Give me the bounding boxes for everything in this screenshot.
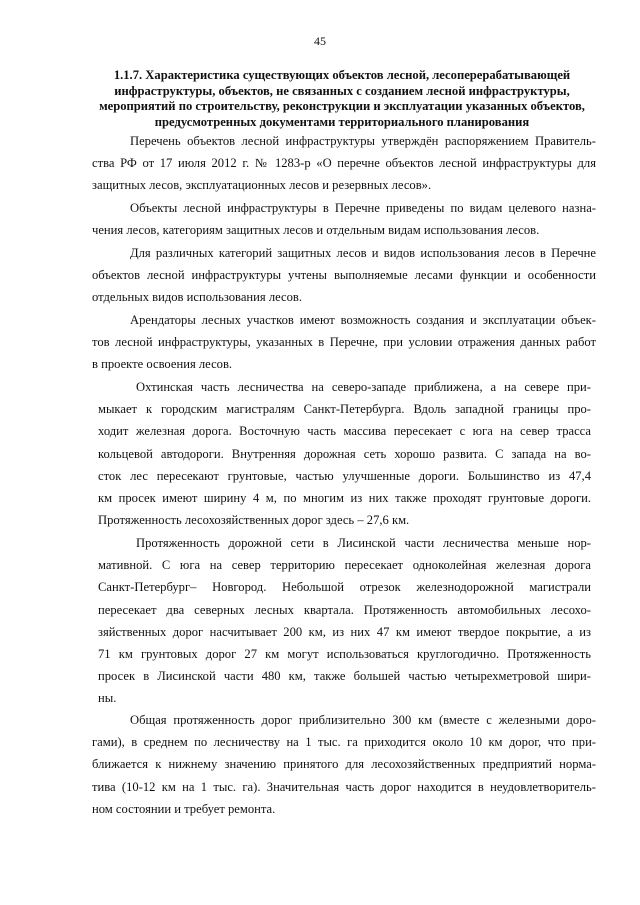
text-line: Для различных категорий защитных лесов и видов использования лесов в Перечне bbox=[130, 246, 596, 260]
paragraph-infrastructure-types bbox=[92, 197, 596, 241]
text-line: мыкает к городским магистралям Санкт-Петербурга. Вдоль западной границы про- bbox=[98, 402, 591, 417]
paragraph-tenants bbox=[92, 309, 596, 376]
text-line: ближается к нижнему значению принятого для лесохозяйственных предприятий норма- bbox=[92, 757, 596, 772]
text-line: Объекты лесной инфраструктуры в Перечне приведены по видам целевого назна- bbox=[130, 201, 596, 215]
paragraph-infrastructure-list bbox=[92, 130, 596, 197]
text-line: Арендаторы лесных участков имеют возможность создания и эксплуатации объек- bbox=[130, 313, 596, 327]
text-line: тов лесной инфраструктуры, указанных в Перечне, при условии отражения данных работ bbox=[92, 335, 596, 350]
text-line: Санкт-Петербург– Новгород. Небольшой отрезок железнодорожной магистрали bbox=[98, 580, 591, 595]
paragraph-okhta-part bbox=[98, 376, 591, 531]
paragraph-total-roads bbox=[92, 709, 596, 820]
text-line: гами), в среднем по лесничеству на 1 тыс. га приходится около 10 км дорог, что при- bbox=[92, 735, 596, 750]
page-number: 45 bbox=[314, 34, 326, 48]
text-line: сток лес пересекают грунтовые, частью улучшенные дороги. Большинство из 47,4 bbox=[98, 468, 591, 483]
text-line: защитных лесов, эксплуатационных лесов и резервных лесов». bbox=[92, 178, 432, 193]
heading-line: 1.1.7. Характеристика существующих объектов лесной, лесоперерабатывающей bbox=[113, 68, 571, 82]
text-line: Протяженность дорожной сети в Лисинской части лесничества меньше нор- bbox=[136, 536, 591, 550]
text-line: мативной. С юга на север территорию пересекает одноколейная железная дорога bbox=[98, 558, 591, 573]
text-line: пересекает два северных лесных квартала. Протяженность автомобильных лесохо- bbox=[98, 602, 591, 617]
text-line: тива (10-12 км на 1 тыс. га). Значительная часть дорог находится в неудовлетворитель- bbox=[92, 779, 596, 794]
text-line: ства РФ от 17 июля 2012 г. № 1283-р «О перечне объектов лесной инфраструктуры для bbox=[92, 156, 596, 171]
text-line: кольцевой автодороги. Внутренняя дорожная сеть хорошо развита. С запада на во- bbox=[98, 446, 591, 461]
text-line: зяйственных дорог насчитывает 200 км, из них 47 км имеют твердое покрытие, а из bbox=[98, 624, 591, 639]
text-line: объектов лесной инфраструктуры учтены выполняемые лесами функции и особенности bbox=[92, 268, 596, 283]
text-line: км просек имеют ширину 4 м, по многим из них также проходят грунтовые дороги. bbox=[98, 491, 591, 506]
text-line: просек в Лисинской части 480 км, также большей частью четырехметровой шири- bbox=[98, 669, 591, 684]
paragraph-lisino-part bbox=[98, 532, 591, 710]
paragraph-protective-forests bbox=[92, 242, 596, 309]
text-line: ходит железная дорога. Восточную часть массива пересекает с юга на север трасса bbox=[98, 424, 591, 439]
text-line: Протяженность лесохозяйственных дорог здесь – 27,6 км. bbox=[98, 513, 410, 528]
heading-line: мероприятий по строительству, реконструкции и эксплуатации указанных объектов, bbox=[99, 99, 585, 114]
heading-line: инфраструктуры, объектов, не связанных с созданием лесной инфраструктуры, bbox=[114, 83, 570, 98]
text-line: 71 км грунтовых дорог 27 км могут использоваться круглогодично. Протяженность bbox=[98, 647, 591, 662]
heading-line: предусмотренных документами территориального планирования bbox=[154, 114, 530, 129]
text-line: Перечень объектов лесной инфраструктуры утверждён распоряжением Правитель- bbox=[130, 134, 596, 148]
section-heading bbox=[88, 68, 596, 130]
text-line: Охтинская часть лесничества на северо-западе приближена, а на севере при- bbox=[136, 380, 591, 394]
text-line: Общая протяженность дорог приблизительно 300 км (вместе с железными доро- bbox=[130, 713, 596, 727]
text-line: в проекте освоения лесов. bbox=[92, 357, 233, 372]
text-line: ном состоянии и требует ремонта. bbox=[92, 801, 276, 816]
text-line: отдельных видов использования лесов. bbox=[92, 290, 303, 305]
text-line: ны. bbox=[98, 691, 117, 706]
text-line: чения лесов, категориям защитных лесов и отдельным видам использования лесов. bbox=[92, 223, 540, 238]
